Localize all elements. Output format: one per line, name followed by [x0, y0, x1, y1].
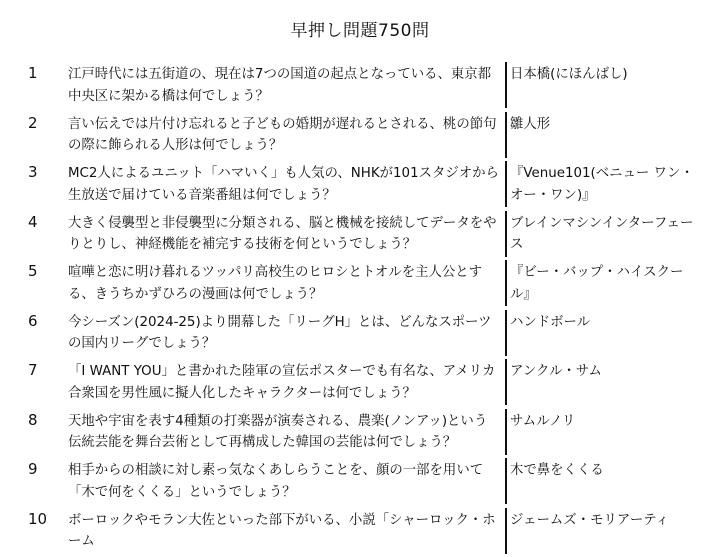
- question-text: 今シーズン(2024-25)より開幕した「リーグH」とは、どんなスポーツの国内リーグでしょう？: [68, 312, 500, 358]
- question-row: [0, 409, 720, 459]
- question-row: [0, 112, 720, 162]
- question-text: 「I WANT YOU」と書かれた陸軍の宣伝ポスターでも有名な、アメリカ合衆国を男性風に擬人化したキャラクターは何でしょう？: [68, 361, 500, 407]
- question-row: [0, 310, 720, 360]
- answer-text: 雛人形: [510, 114, 695, 160]
- question-row: [0, 161, 720, 211]
- column-divider: [505, 458, 507, 504]
- question-row: [0, 211, 720, 261]
- question-text: 相手からの相談に対し素っ気なくあしらうことを、顔の一部を用いて「木で何をくくる」というでしょう？: [68, 460, 500, 506]
- column-divider: [505, 508, 507, 554]
- question-number: 2: [28, 114, 58, 132]
- answer-text: ブレインマシンインターフェース: [510, 213, 695, 259]
- question-number: 6: [28, 312, 58, 330]
- answer-text: ハンドボール: [510, 312, 695, 358]
- question-number: 7: [28, 361, 58, 379]
- question-number: 4: [28, 213, 58, 231]
- question-row: [0, 359, 720, 409]
- document-title: 早押し問題750問: [0, 16, 720, 41]
- question-number: 3: [28, 163, 58, 181]
- column-divider: [505, 211, 507, 257]
- question-row: [0, 458, 720, 508]
- answer-text: サムルノリ: [510, 411, 695, 457]
- question-row: [0, 508, 720, 557]
- answer-text: 木で鼻をくくる: [510, 460, 695, 506]
- answer-text: 『ビー・バップ・ハイスクール』: [510, 262, 695, 308]
- question-row: [0, 62, 720, 112]
- question-row: [0, 260, 720, 310]
- question-number: 5: [28, 262, 58, 280]
- column-divider: [505, 161, 507, 207]
- column-divider: [505, 260, 507, 306]
- answer-text: ジェームズ・モリアーティ: [510, 510, 695, 556]
- question-text: 天地や宇宙を表す4種類の打楽器が演奏される、農楽(ノンアッ)という伝統芸能を舞台芸術として再構成した韓国の芸能は何でしょう？: [68, 411, 500, 457]
- question-number: 10: [28, 510, 58, 528]
- question-text: 言い伝えでは片付け忘れると子どもの婚期が遅れるとされる、桃の節句の際に飾られる人形は何でしょう？: [68, 114, 500, 160]
- question-number: 1: [28, 64, 58, 82]
- question-number: 8: [28, 411, 58, 429]
- column-divider: [505, 409, 507, 455]
- answer-text: 『Venue101(ベニュー ワン・オー・ワン)』: [510, 163, 695, 209]
- column-divider: [505, 62, 507, 108]
- question-text: 大きく侵襲型と非侵襲型に分類される、脳と機械を接続してデータをやりとりし、神経機能を補完する技術を何というでしょう？: [68, 213, 500, 259]
- question-list: [0, 62, 720, 557]
- column-divider: [505, 310, 507, 356]
- column-divider: [505, 359, 507, 405]
- question-text: 江戸時代には五街道の、現在は7つの国道の起点となっている、東京都中央区に架かる橋は何でしょう？: [68, 64, 500, 110]
- answer-text: アンクル・サム: [510, 361, 695, 407]
- question-text: 喧嘩と恋に明け暮れるツッパリ高校生のヒロシとトオルを主人公とする、きうちかずひろの漫画は何でしょう？: [68, 262, 500, 308]
- question-text: ボーロックやモラン大佐といった部下がいる、小説「シャーロック・ホーム: [68, 510, 500, 556]
- question-text: MC2人によるユニット「ハマいく」も人気の、NHKが101スタジオから生放送で届けている音楽番組は何でしょう？: [68, 163, 500, 209]
- question-number: 9: [28, 460, 58, 478]
- answer-text: 日本橋(にほんばし): [510, 64, 695, 110]
- column-divider: [505, 112, 507, 158]
